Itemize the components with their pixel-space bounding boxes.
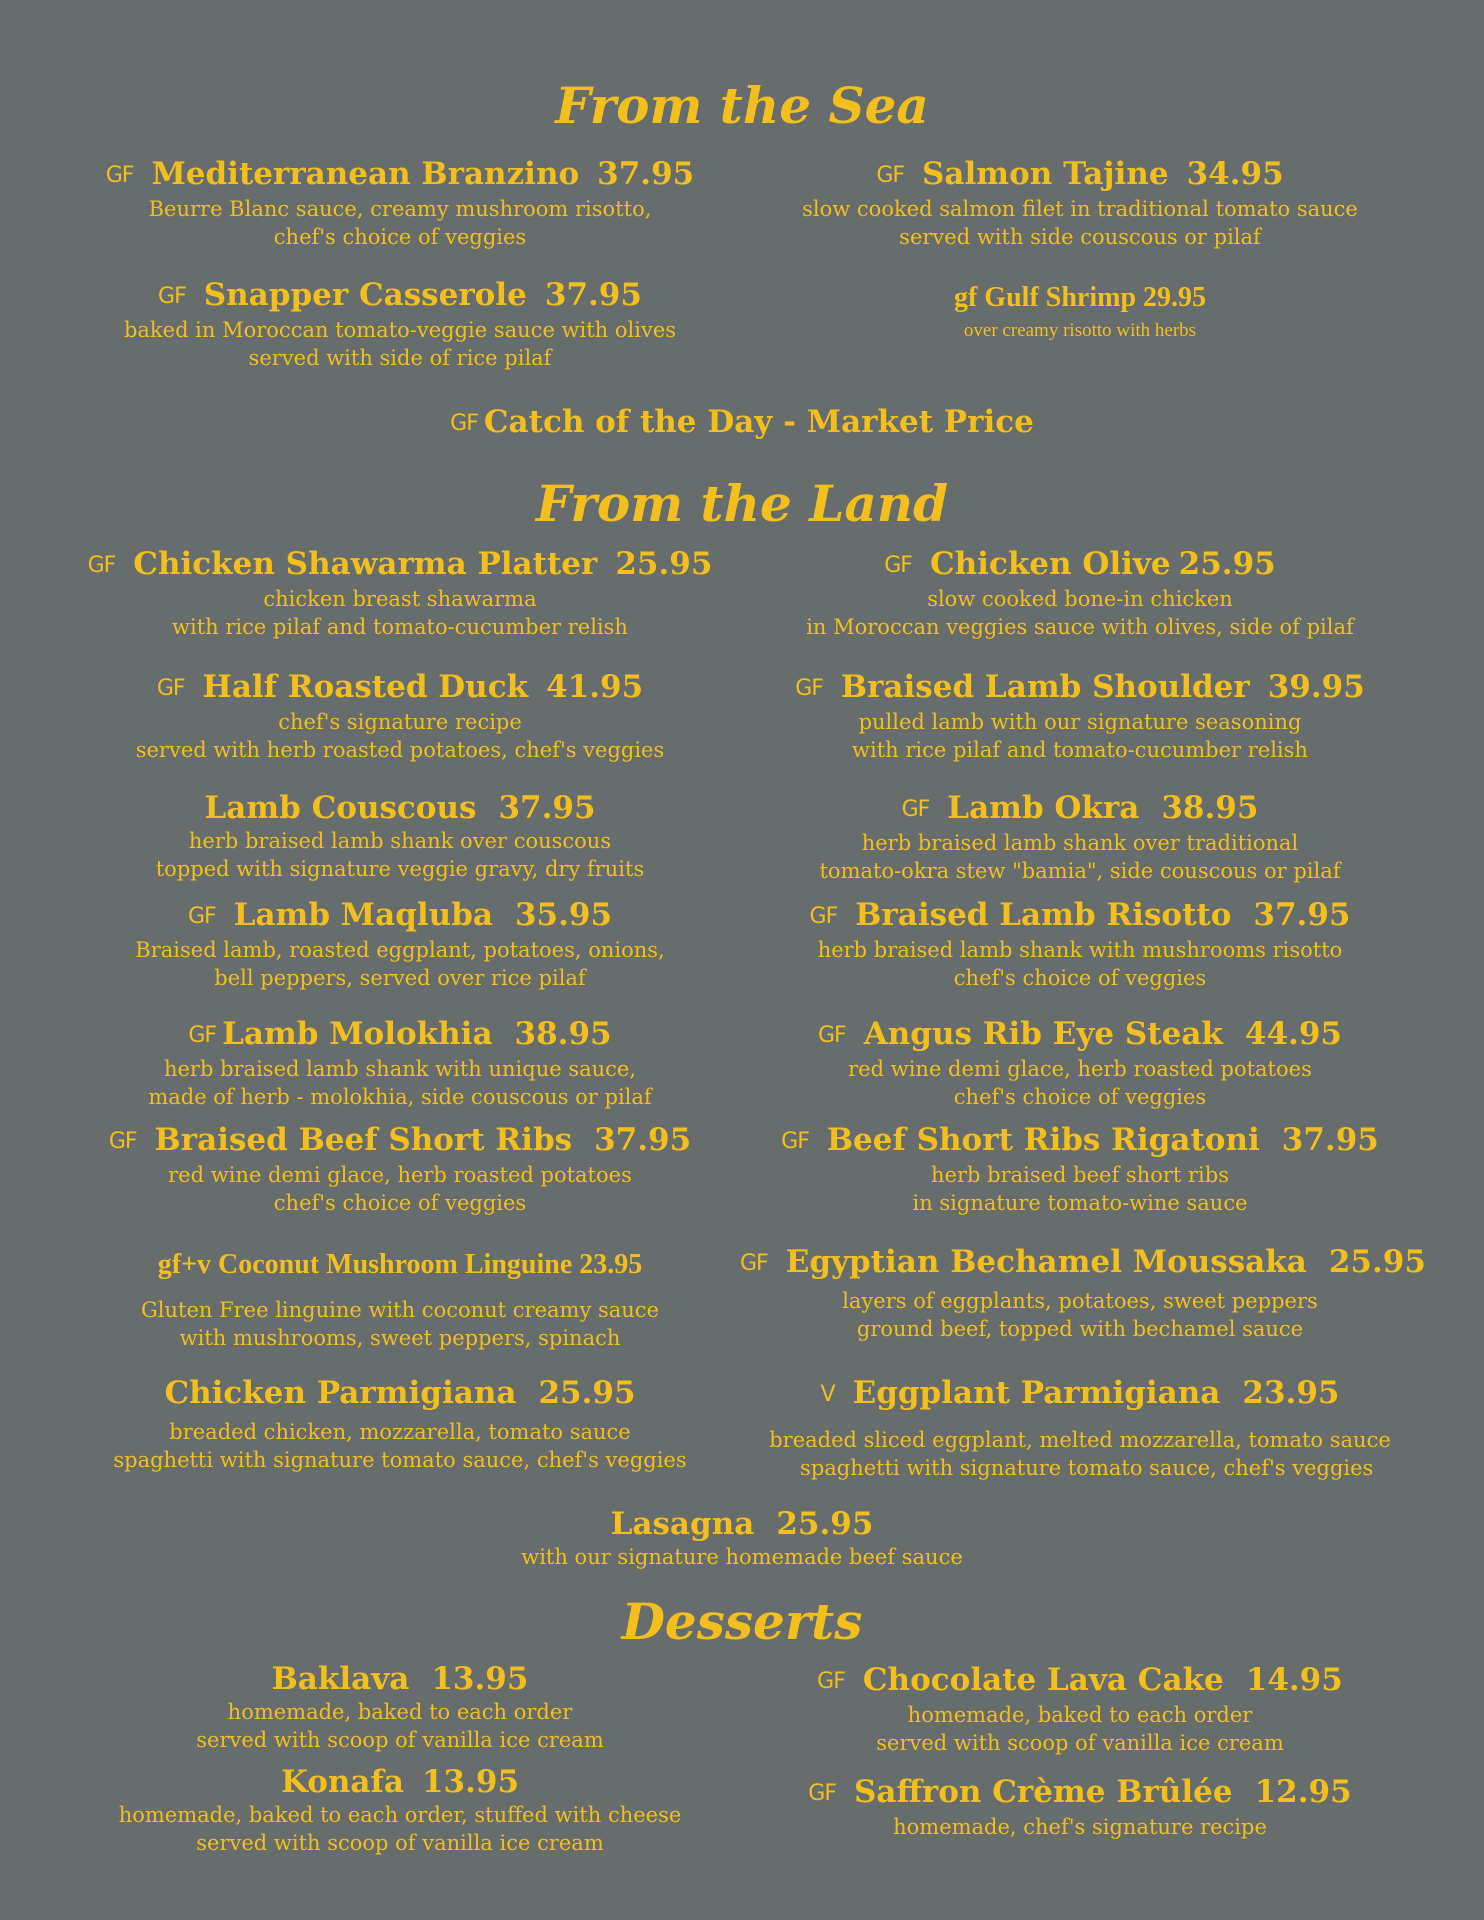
item-price: 25.95 [1328, 1244, 1426, 1280]
item-name: Chocolate Lava Cake [862, 1662, 1224, 1698]
item-description: Beurre Blanc sauce, creamy mushroom risotto, chef's choice of veggies [148, 197, 652, 249]
item-price: 12.95 [1254, 1774, 1352, 1810]
menu-item-chocolate-lava-cake [740, 1661, 1420, 1757]
vegetarian-tag: V [820, 1382, 835, 1407]
section-title-land: From the Land [535, 474, 949, 533]
menu-item-baklava [60, 1660, 740, 1754]
section-title-desserts: Desserts [621, 1592, 863, 1651]
item-description: homemade, baked to each order served with scoop of vanilla ice cream [196, 1700, 604, 1752]
item-price: 13.95 [431, 1661, 529, 1697]
item-name: gf+v Coconut Mushroom Linguine 23.95 [157, 1249, 643, 1280]
item-name: Lamb Maqluba [233, 897, 493, 933]
item-price: 44.95 [1244, 1016, 1342, 1052]
item-price: 34.95 [1186, 156, 1284, 192]
item-description: red wine demi glace, herb roasted potatoes chef's choice of veggies [168, 1163, 632, 1215]
gluten-free-tag: GF [809, 904, 838, 929]
item-description: chef's signature recipe served with herb roasted potatoes, chef's veggies [135, 710, 665, 762]
item-price: 38.95 [1161, 790, 1259, 826]
item-description: herb braised lamb shank over couscous topped with signature veggie gravy, dry fruits [155, 829, 645, 881]
menu-item-braised-lamb-risotto [740, 896, 1420, 992]
section-title-sea: From the Sea [555, 76, 929, 135]
menu-item-saffron-creme-brulee [740, 1773, 1420, 1841]
item-description: red wine demi glace, herb roasted potatoes chef's choice of veggies [848, 1057, 1312, 1109]
item-name: gf Gulf Shrimp 29.95 [953, 282, 1207, 313]
menu-item-half-roasted-duck [60, 668, 740, 764]
item-price: 25.95 [1178, 546, 1276, 582]
item-price: 37.95 [1281, 1122, 1379, 1158]
gluten-free-tag: GF [818, 1023, 846, 1048]
item-name: Lamb Molokhia [222, 1016, 493, 1052]
gluten-free-tag: GF [105, 163, 134, 188]
menu-item-lamb-couscous [60, 789, 740, 883]
item-price: 14.95 [1245, 1662, 1343, 1698]
menu-item-coconut-mushroom-linguine [60, 1246, 740, 1352]
item-name: Chicken Parmigiana [164, 1375, 517, 1411]
item-description: over creamy risotto with herbs [963, 320, 1197, 341]
gluten-free-tag: GF [808, 1781, 836, 1806]
gluten-free-tag: GF [188, 1023, 217, 1048]
item-name: Braised Lamb Risotto [855, 897, 1232, 933]
gluten-free-tag: GF [740, 1251, 768, 1276]
item-price: 25.95 [776, 1506, 874, 1542]
item-price: 37.95 [594, 1122, 692, 1158]
item-name: Mediterranean Branzino [151, 156, 580, 192]
menu-item-chicken-shawarma [60, 545, 740, 641]
item-price: 39.95 [1267, 669, 1365, 705]
gluten-free-tag: GF [901, 797, 930, 822]
item-price: 37.95 [1253, 897, 1351, 933]
menu-item-chicken-olive [740, 545, 1420, 641]
item-name: Angus Rib Eye Steak [863, 1016, 1223, 1052]
menu-item-lamb-okra [740, 789, 1420, 885]
item-description: Braised lamb, roasted eggplant, potatoes, onions, bell peppers, served over rice pilaf [135, 938, 665, 990]
item-name: Lamb Okra [947, 790, 1140, 826]
gluten-free-tag: GF [817, 1669, 845, 1694]
gluten-free-tag: GF [876, 163, 905, 188]
item-name: Baklava [271, 1661, 410, 1697]
item-price: 37.95 [498, 790, 596, 826]
menu-item-branzino [60, 155, 740, 251]
item-description: slow cooked bone-in chicken in Moroccan veggies sauce with olives, side of pilaf [806, 587, 1354, 639]
gluten-free-tag: GF [158, 284, 186, 309]
item-description: homemade, chef's signature recipe [893, 1815, 1267, 1839]
menu-item-salmon-tajine [740, 155, 1420, 251]
gluten-free-tag: GF [884, 553, 912, 578]
item-name: Half Roasted Duck [202, 669, 529, 705]
item-price: 37.95 [597, 156, 695, 192]
item-description: chicken breast shawarma with rice pilaf and tomato-cucumber relish [172, 587, 628, 639]
item-description: herb braised lamb shank with mushrooms risotto chef's choice of veggies [817, 938, 1343, 990]
item-price: 38.95 [514, 1016, 612, 1052]
menu-item-braised-lamb-shoulder [740, 668, 1420, 764]
item-name: Eggplant Parmigiana [852, 1375, 1221, 1411]
item-description: homemade, baked to each order, stuffed with cheese served with scoop of vanilla ice cream [118, 1803, 682, 1855]
item-name: Braised Lamb Shoulder [840, 669, 1250, 705]
item-name: Chicken Shawarma Platter [133, 546, 598, 582]
menu-item-chicken-parmigiana [60, 1374, 740, 1474]
menu-item-eggplant-parmigiana [740, 1374, 1420, 1482]
item-description: layers of eggplants, potatoes, sweet peppers ground beef, topped with bechamel sauce [842, 1289, 1318, 1341]
item-description: breaded sliced eggplant, melted mozzarella, tomato sauce spaghetti with signature tomato sauce, chef's veggies [769, 1428, 1391, 1480]
item-price: 35.95 [514, 897, 613, 933]
item-name: Egyptian Bechamel Moussaka [785, 1244, 1307, 1280]
item-description: Gluten Free linguine with coconut creamy sauce with mushrooms, sweet peppers, spinach [140, 1298, 659, 1350]
item-description: herb braised beef short ribs in signature tomato-wine sauce [912, 1163, 1248, 1215]
gluten-free-tag: GF [187, 904, 216, 929]
item-name: Konafa [280, 1764, 404, 1800]
item-description: with our signature homemade beef sauce [521, 1545, 963, 1569]
menu-item-lamb-maqluba [60, 896, 740, 992]
item-description: herb braised lamb shank with unique sauce, made of herb - molokhia, side couscous or pilaf [148, 1057, 652, 1109]
menu-item-konafa [60, 1763, 740, 1857]
item-name: Lasagna [610, 1506, 755, 1542]
gluten-free-tag: GF [795, 676, 823, 701]
gluten-free-tag: GF [108, 1129, 137, 1154]
menu-item-angus-rib-eye [740, 1015, 1420, 1111]
item-description: homemade, baked to each order served with scoop of vanilla ice cream [876, 1703, 1284, 1755]
gluten-free-tag: GF [87, 553, 116, 578]
item-description: baked in Moroccan tomato-veggie sauce with olives served with side of rice pilaf [123, 318, 677, 370]
menu-item-lasagna [240, 1505, 1244, 1571]
item-price: 37.95 [544, 277, 642, 313]
item-name: Salmon Tajine [922, 156, 1169, 192]
item-name: Saffron Crème Brûlée [854, 1774, 1233, 1810]
menu-item-egyptian-bechamel-moussaka [740, 1243, 1426, 1343]
item-price: 25.95 [615, 546, 713, 582]
menu-item-gulf-shrimp [740, 279, 1420, 345]
item-name: Lamb Couscous [204, 790, 477, 826]
item-name: Beef Short Ribs Rigatoni [826, 1122, 1260, 1158]
menu-item-snapper-casserole [60, 276, 740, 372]
menu-item-braised-beef-short-ribs [60, 1121, 740, 1217]
item-name: Chicken Olive [929, 546, 1171, 582]
item-name: Snapper Casserole [203, 277, 527, 313]
gluten-free-tag: GF [450, 411, 478, 436]
item-description: breaded chicken, mozzarella, tomato sauce spaghetti with signature tomato sauce, chef's veggies [113, 1420, 687, 1472]
menu-item-lamb-molokhia [60, 1015, 740, 1111]
gluten-free-tag: GF [781, 1129, 809, 1154]
item-name: Braised Beef Short Ribs [154, 1122, 573, 1158]
item-name: Catch of the Day - Market Price [483, 404, 1034, 440]
item-price: 13.95 [421, 1764, 520, 1800]
menu-item-catch-of-the-day [240, 403, 1244, 443]
item-price: 23.95 [1242, 1375, 1340, 1411]
item-price: 41.95 [546, 669, 644, 705]
menu-item-beef-short-ribs-rigatoni [740, 1121, 1420, 1217]
item-price: 25.95 [538, 1375, 636, 1411]
item-description: herb braised lamb shank over traditional tomato-okra stew "bamia", side couscous or pilaf [819, 831, 1341, 883]
item-description: pulled lamb with our signature seasoning with rice pilaf and tomato-cucumber relish [852, 710, 1308, 762]
gluten-free-tag: GF [156, 676, 185, 701]
item-description: slow cooked salmon filet in traditional tomato sauce served with side couscous or pilaf [802, 197, 1358, 249]
